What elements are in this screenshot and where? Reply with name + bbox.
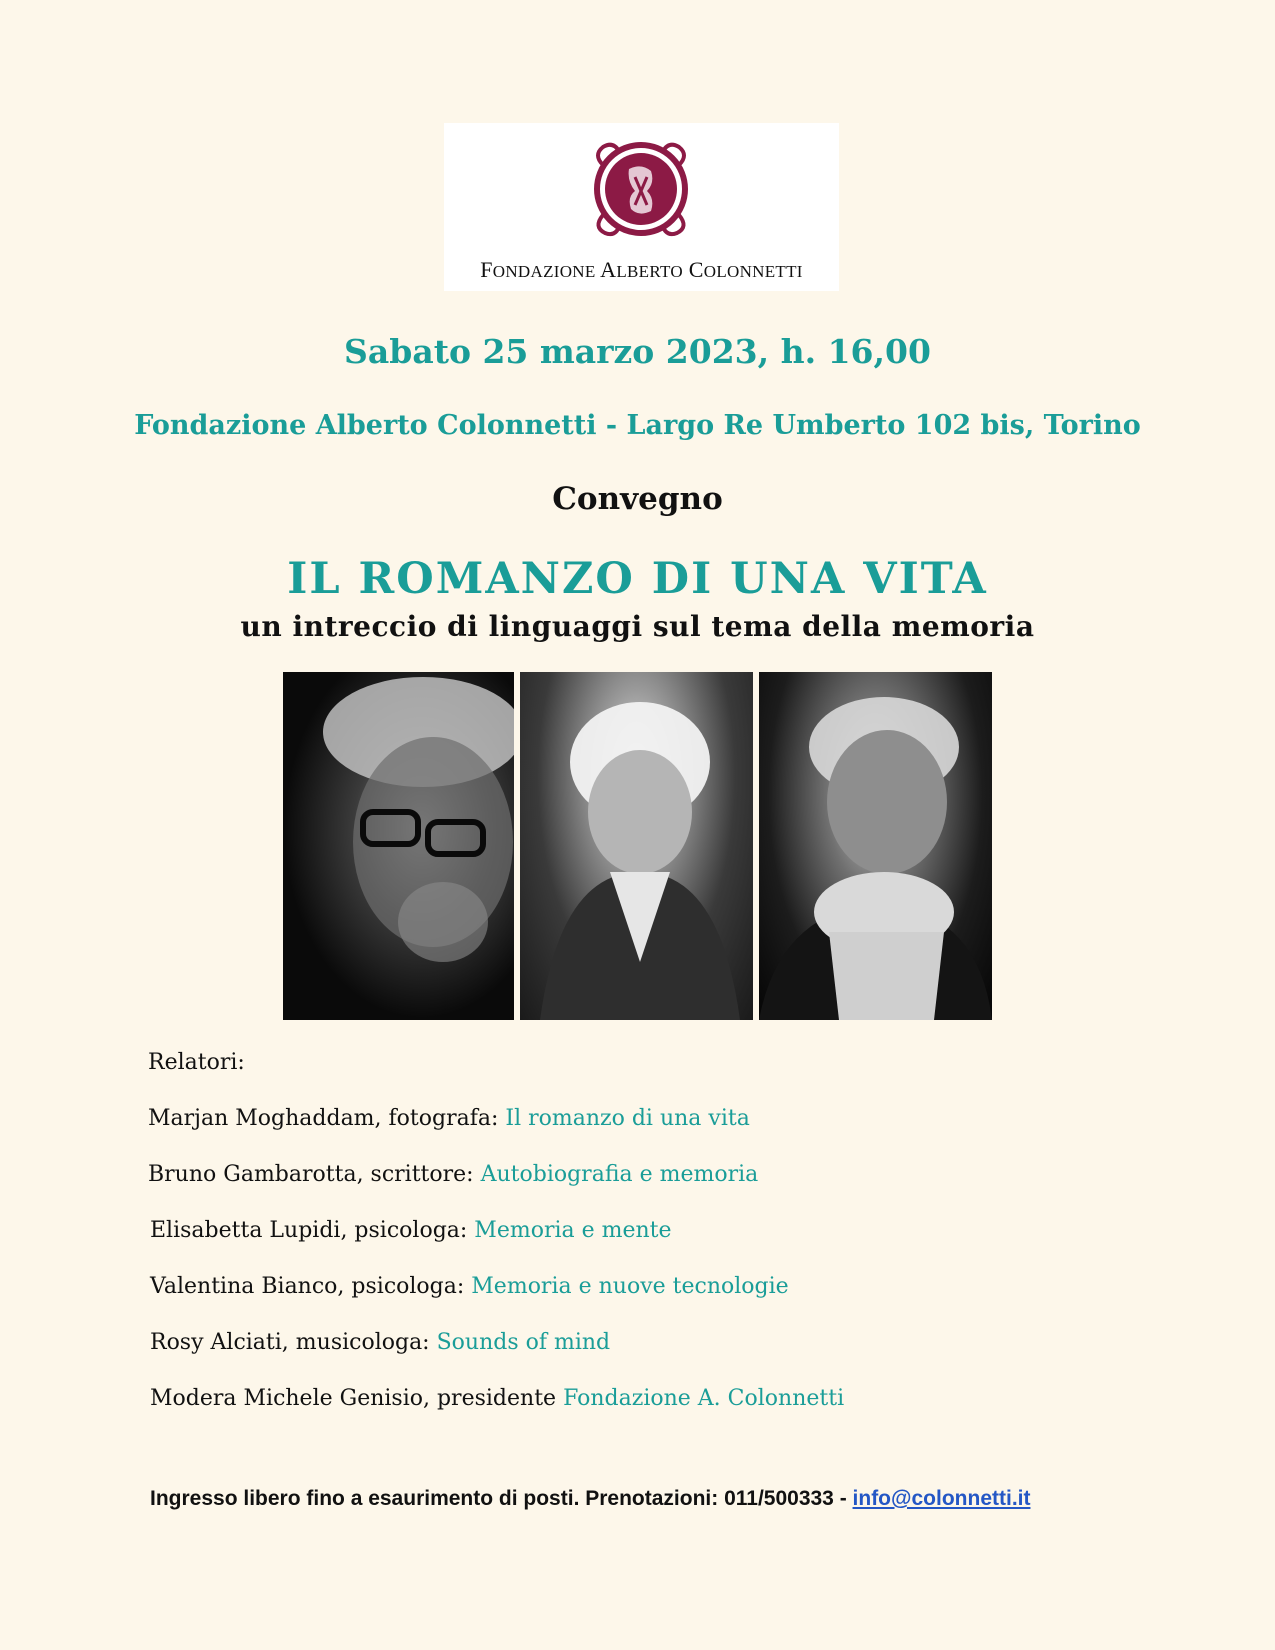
- foundation-logo-text: FONDAZIONE ALBERTO COLONNETTI: [480, 257, 803, 282]
- speaker-topic: Sounds of mind: [436, 1330, 611, 1355]
- portrait-photo-2: [520, 672, 753, 1020]
- foundation-seal-icon: [589, 135, 693, 243]
- speaker-name: Marjan Moghaddam, fotografa:: [148, 1106, 506, 1131]
- speaker-item: [150, 1218, 672, 1243]
- moderator-item: [150, 1386, 844, 1411]
- speaker-item: [150, 1274, 789, 1299]
- speaker-topic: Autobiografia e memoria: [480, 1162, 759, 1187]
- booking-text: Ingresso libero fino a esaurimento di posti. Prenotazioni: 011/500333 -: [150, 1487, 853, 1510]
- speaker-item: [148, 1106, 750, 1131]
- portrait-photo-1: [283, 672, 514, 1020]
- event-subtitle: un intreccio di linguaggi sul tema della memoria: [240, 610, 1035, 643]
- speaker-name: Bruno Gambarotta, scrittore:: [148, 1162, 481, 1187]
- foundation-logo: [444, 123, 839, 291]
- speaker-topic: Memoria e mente: [474, 1218, 672, 1243]
- event-title: IL ROMANZO DI UNA VITA: [287, 554, 988, 604]
- portrait-photo-3: [759, 672, 992, 1020]
- speaker-topic: Il romanzo di una vita: [505, 1106, 750, 1131]
- speaker-item: [148, 1162, 758, 1187]
- event-venue: Fondazione Alberto Colonnetti - Largo Re Umberto 102 bis, Torino: [134, 410, 1141, 441]
- speaker-name: Elisabetta Lupidi, psicologa:: [150, 1218, 475, 1243]
- speaker-topic: Memoria e nuove tecnologie: [471, 1274, 789, 1299]
- email-link[interactable]: info@colonnetti.it: [852, 1487, 1031, 1510]
- booking-info: [150, 1487, 1030, 1511]
- moderator-organization: Fondazione A. Colonnetti: [563, 1386, 845, 1411]
- moderator-name: Modera Michele Genisio, presidente: [150, 1386, 564, 1411]
- speaker-name: Rosy Alciati, musicologa:: [150, 1330, 437, 1355]
- event-date: Sabato 25 marzo 2023, h. 16,00: [344, 332, 931, 371]
- speaker-item: [150, 1330, 610, 1355]
- speakers-heading: Relatori:: [148, 1050, 245, 1075]
- speaker-name: Valentina Bianco, psicologa:: [150, 1274, 472, 1299]
- event-type: Convegno: [552, 481, 723, 517]
